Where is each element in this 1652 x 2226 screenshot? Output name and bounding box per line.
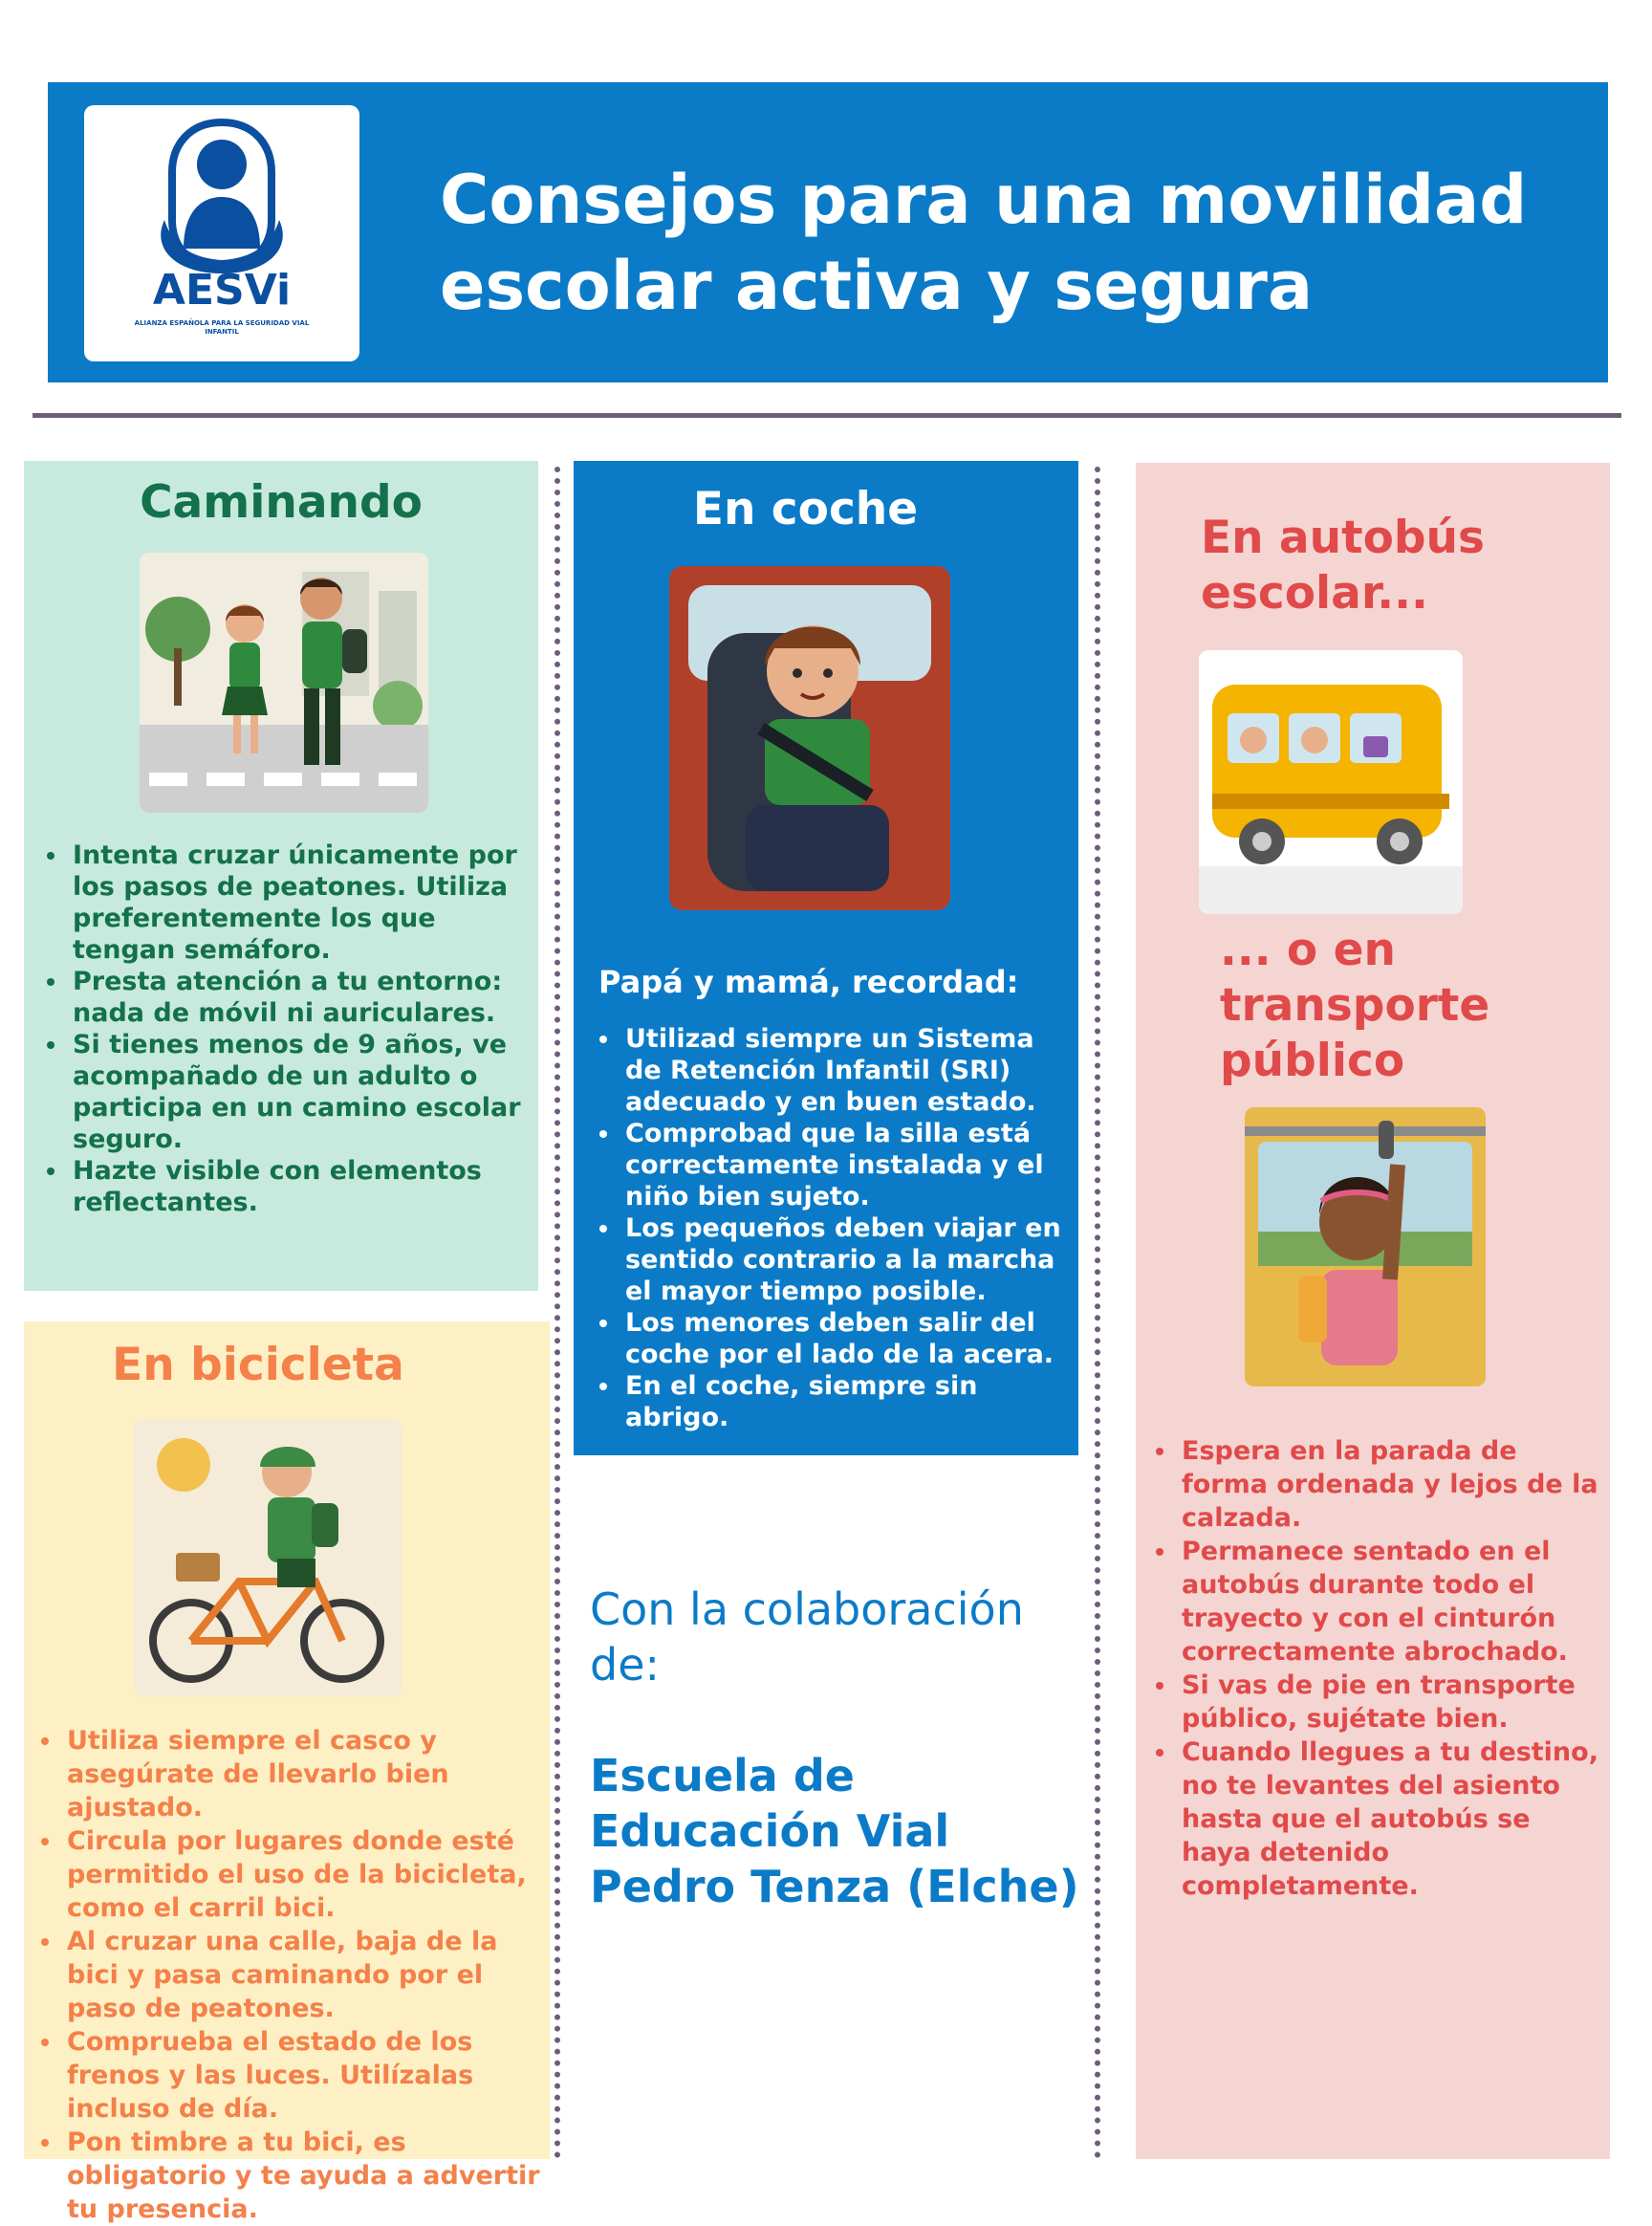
- collaboration-line-2: de:: [590, 1639, 660, 1691]
- page-title: [440, 157, 1539, 329]
- bike-tip: • Comprueba el estado de los frenos y las luces. Utilízalas incluso de día.: [63, 2025, 549, 2126]
- collaboration-line-1: Con la colaboración: [590, 1583, 1024, 1635]
- school-line-1: Escuela de: [590, 1750, 855, 1801]
- header-divider: [33, 413, 1621, 418]
- bus-tips: [1147, 1434, 1606, 1903]
- bike-title: En bicicleta: [112, 1339, 404, 1391]
- logo-name: AESVi: [152, 266, 292, 315]
- bus-tip: • Cuando llegues a tu destino, no te levantes del asiento hasta que el autobús se haya detenido completamente.: [1178, 1735, 1606, 1903]
- logo-subtitle: ALIANZA ESPAÑOLA PARA LA SEGURIDAD VIAL INFANTIL: [134, 319, 310, 336]
- walking-tips: [38, 840, 526, 1218]
- title-line-1: Consejos para una movilidad: [440, 161, 1528, 239]
- bus-tip: • Espera en la parada de forma ordenada y lejos de la calzada.: [1178, 1434, 1606, 1535]
- school-name: [590, 1748, 1087, 1914]
- car-title: En coche: [692, 483, 919, 535]
- car-tip: • Los pequeños deben viajar en sentido contrario a la marcha el mayor tiempo posible.: [621, 1212, 1069, 1307]
- bike-tip: • Circula por lugares donde esté permitido el uso de la bicicleta, como el carril bici.: [63, 1824, 549, 1925]
- walking-illustration: [140, 553, 428, 813]
- bike-tips: [33, 1724, 549, 2226]
- public-transport-illustration: [1245, 1107, 1486, 1386]
- car-illustration: [669, 566, 950, 910]
- pt-title-line-2: transporte: [1220, 979, 1490, 1032]
- walking-title: Caminando: [140, 476, 423, 529]
- bus-title-line-2: escolar...: [1201, 567, 1428, 620]
- public-transport-title: [1220, 923, 1602, 1089]
- car-tip: • Los menores deben salir del coche por el lado de la acera.: [621, 1307, 1069, 1370]
- bus-title: [1201, 511, 1602, 622]
- school-line-2: Educación Vial: [590, 1805, 950, 1857]
- car-tips: [591, 1023, 1069, 1433]
- dotted-separator-left: [554, 467, 560, 2159]
- car-reminder-heading: Papá y mamá, recordad:: [598, 964, 1019, 1000]
- bike-tip: • Pon timbre a tu bici, es obligatorio y te ayuda a advertir tu presencia.: [63, 2126, 549, 2226]
- car-tip: • Comprobad que la silla está correctamente instalada y el niño bien sujeto.: [621, 1118, 1069, 1212]
- bus-title-line-1: En autobús: [1201, 512, 1485, 564]
- school-line-3: Pedro Tenza (Elche): [590, 1861, 1079, 1912]
- school-bus-illustration: [1199, 650, 1463, 914]
- bike-tip: • Al cruzar una calle, baja de la bici y pasa caminando por el paso de peatones.: [63, 1925, 549, 2025]
- bus-tip: • Si vas de pie en transporte público, sujétate bien.: [1178, 1669, 1606, 1735]
- car-tip: • En el coche, siempre sin abrigo.: [621, 1370, 1069, 1433]
- walking-tip: • Intenta cruzar únicamente por los pasos de peatones. Utiliza preferentemente los que tengan semáforo.: [69, 840, 526, 966]
- dotted-separator-right: [1095, 467, 1100, 2159]
- title-line-2: escolar activa y segura: [440, 247, 1314, 325]
- pt-title-line-1: ... o en: [1220, 924, 1396, 976]
- walking-tip: • Presta atención a tu entorno: nada de móvil ni auriculares.: [69, 966, 526, 1029]
- bike-tip: • Utiliza siempre el casco y asegúrate de llevarlo bien ajustado.: [63, 1724, 549, 1824]
- car-tip: • Utilizad siempre un Sistema de Retención Infantil (SRI) adecuado y en buen estado.: [621, 1023, 1069, 1118]
- bike-illustration: [134, 1419, 402, 1696]
- collaboration-label: [590, 1582, 1068, 1692]
- bus-tip: • Permanece sentado en el autobús durante todo el trayecto y con el cinturón correctamente abrochado.: [1178, 1535, 1606, 1669]
- walking-tip: • Hazte visible con elementos reflectantes.: [69, 1155, 526, 1218]
- walking-tip: • Si tienes menos de 9 años, ve acompañado de un adulto o participa en un camino escolar seguro.: [69, 1029, 526, 1155]
- pt-title-line-3: público: [1220, 1035, 1405, 1087]
